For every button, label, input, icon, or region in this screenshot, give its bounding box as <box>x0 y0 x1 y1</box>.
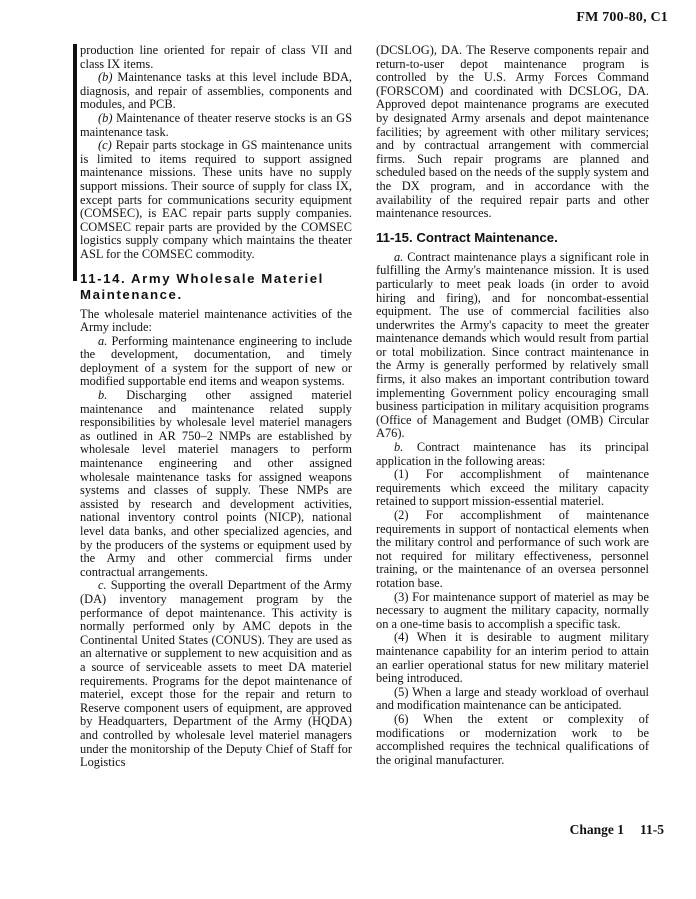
para-letter: a. <box>98 333 108 348</box>
page-number: 11-5 <box>639 822 664 837</box>
para-text: Supporting the overall Department of the Army (DA) inventory management program by the performance of depot maintenance. This activity is normally performed only by AMC depots in the Continental United States (CONUS). They are used as an alternative or supplement to new acquisition and as a source of serviceable assets to meet DA materiel requirements. Programs for the depot maintenance of materiel, except those for the repair and return to Reserve component users of equipment, are approved by Headquarters, Department of the Army (HQDA) and controlled by wholesale level materiel managers under the monitorship of the Deputy Chief of Staff for Logistics <box>80 578 352 770</box>
para-letter: (c) <box>98 138 112 153</box>
paragraph-b-discharging <box>80 389 352 579</box>
section-heading-11-15: 11-15. Contract Maintenance. <box>376 229 558 245</box>
list-item: (4) When it is desirable to augment military maintenance capability for an interim period to attain an earlier operational status for new military materiel being introduced. <box>376 630 649 686</box>
list-item: (3) For maintenance support of materiel as may be necessary to augment the military capacity, normally on a one-time basis to accomplish a specific task. <box>376 589 649 631</box>
para-letter: (b) <box>98 70 113 85</box>
paragraph-b-bda <box>80 71 352 112</box>
para-text: Discharging other assigned materiel maintenance and maintenance related supply responsibilities by wholesale level materiel managers as outlined in AR 750–2 NMPs are established by wholesale level materiel managers to perform maintenance engineering and other assigned wholesale maintenance tasks for assigned weapons systems and classes of supply. These NMPs are assisted by research and development activities, national inventory control points (NICP), national level data banks, and other specialized agencies, and by the producers of the systems or equipment used by the Army and other commercial firms under contractual arrangements. <box>80 388 352 579</box>
paragraph-c-supporting <box>80 579 352 769</box>
left-column <box>80 44 352 770</box>
para-text: Contract maintenance plays a significant role in fulfilling the Army's maintenance mission. It is used particularly to meet peak loads (in order to avoid hiring and firing), and for noncombat-essential equipment. The use of commercial facilities also underwrites the Army's capacity to meet the greater maintenance demands which would result from partial or total mobilization. Since contract maintenance in the Army is generally performed by relatively small firms, it also makes an important contribution toward implementing Government policy encouraging small business participation in military acquisition programs (Office of Management and Budget (OMB) Circular A76). <box>376 249 649 441</box>
para-letter: c. <box>98 578 107 593</box>
para-letter: a. <box>394 249 404 264</box>
para-text: Maintenance of theater reserve stocks is an GS maintenance task. <box>80 110 352 139</box>
section-heading-11-14: 11-14. Army Wholesale Materiel Maintenance. <box>80 270 324 302</box>
change-label: Change 1 <box>569 822 624 837</box>
para-letter: (b) <box>98 110 113 125</box>
para-text: Maintenance tasks at this level include BDA, diagnosis, and repair of assemblies, components and modules, and PCB. <box>80 70 352 112</box>
list-item: (5) When a large and steady workload of overhaul and modification maintenance can be anticipated. <box>376 684 649 713</box>
paragraph-continuation: production line oriented for repair of class VII and class IX items. <box>80 43 352 71</box>
paragraph-a-contract <box>376 251 649 441</box>
right-column <box>376 44 649 767</box>
para-text: Contract maintenance has its principal application in the following areas: <box>376 440 649 468</box>
list-item: (1) For accomplishment of maintenance requirements which exceed the military capacity retained to support mission-essential materiel. <box>376 467 649 509</box>
paragraph-b-application <box>376 441 649 468</box>
paragraph-b-theater-reserve <box>80 112 352 139</box>
paragraph-continuation: (DCSLOG), DA. The Reserve components repair and return-to-user depot maintenance program is controlled by the U.S. Army Forces Command (FORSCOM) and coordinated with DCSLOG, DA. Approved depot maintenance programs are executed by designated Army arsenals and depot maintenance facilities; by agreement with other military services; and by contractual arrangement with commercial firms. Such repair programs are planned and scheduled based on the needs of the supply system and the DX program, and in accordance with the availability of the required repair parts and other maintenance resources. <box>376 43 649 221</box>
page-footer <box>570 822 664 838</box>
para-text: Repair parts stockage in GS maintenance units is limited to items required to support assigned maintenance missions. These units have no supply support missions. Their source of supply for class IX, except parts for communications security equipment (COMSEC), is EAC repair parts supply companies. COMSEC repair parts are provided by the COMSEC logistics supply company which maintains the theater ASL for the COMSEC commodity. <box>80 138 352 261</box>
list-item: (2) For accomplishment of maintenance requirements in support of nontactical elements when the military control and performance of such work are not required for military effectiveness, personnel training, or the maintenance of an oversea personnel rotation base. <box>376 508 649 590</box>
paragraph-a-engineering <box>80 335 352 389</box>
publication-header: FM 700-80, C1 <box>576 10 668 25</box>
para-text: Performing maintenance engineering to include the development, documentation, and timely deployment of a system for the support of new or modified supportable end items and weapon systems. <box>80 333 352 389</box>
paragraph-c-repair-parts <box>80 139 352 261</box>
para-letter: b. <box>394 440 404 455</box>
para-letter: b. <box>98 388 108 403</box>
list-item: (6) When the extent or complexity of modifications or modernization work to be accomplished requires the technical qualifications of the original manufacturer. <box>376 711 649 767</box>
section-intro: The wholesale materiel maintenance activities of the Army include: <box>80 306 352 335</box>
change-bar <box>73 44 77 281</box>
